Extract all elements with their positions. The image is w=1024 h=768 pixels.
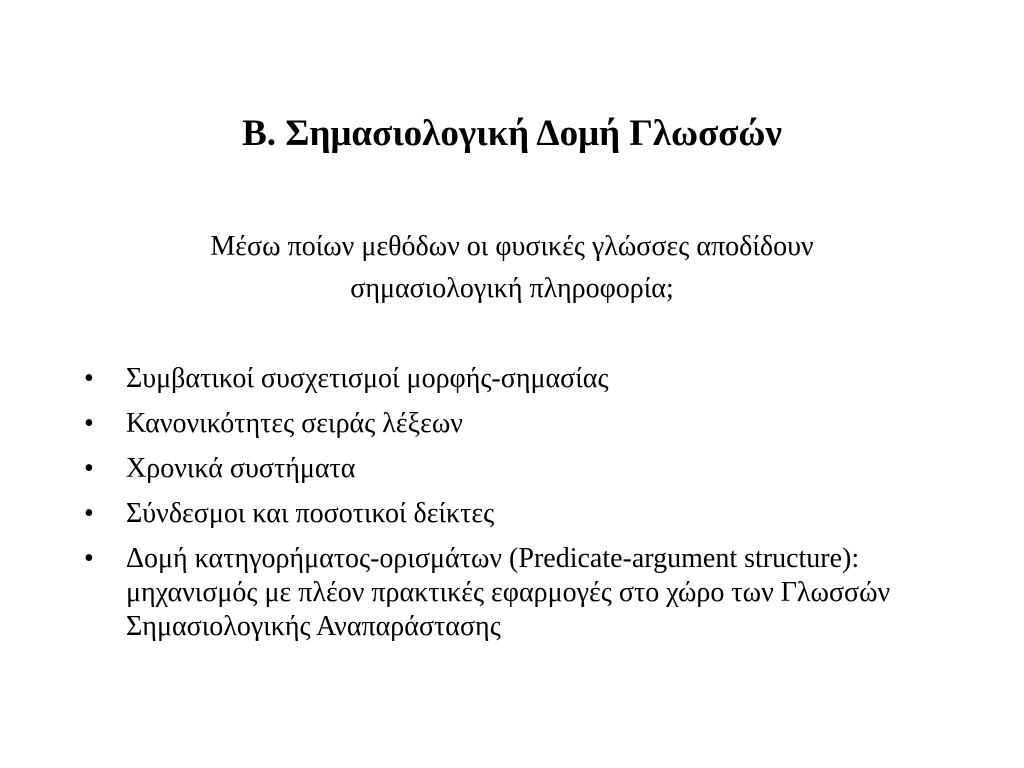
slide-title: Β. Σημασιολογική Δομή Γλωσσών xyxy=(242,113,782,154)
question-line-1: Μέσω ποίων μεθόδων οι φυσικές γλώσσες αποδίδουν xyxy=(210,231,814,262)
bullet-text: Κανονικότητες σειράς λέξεων xyxy=(126,408,463,439)
bullet-text: Συμβατικοί συσχετισμοί μορφής-σημασίας xyxy=(126,363,609,394)
bullet-icon: • xyxy=(84,453,94,484)
bullet-icon: • xyxy=(84,543,94,574)
bullet-item xyxy=(84,497,964,531)
bullet-item xyxy=(84,407,964,441)
bullet-text: Σύνδεσμοι και ποσοτικοί δείκτες xyxy=(126,498,495,529)
bullet-text: Δομή κατηγορήματος-ορισμάτων (Predicate-argument structure): μηχανισμός με πλέον πρακτικές εφαρμογές στο χώρο των Γλωσσών Σημασιολογικής Αναπαράστασης xyxy=(126,543,891,642)
slide-question xyxy=(80,226,944,310)
bullet-text: Χρονικά συστήματα xyxy=(126,453,356,484)
bullet-icon: • xyxy=(84,363,94,394)
bullet-item xyxy=(84,542,964,644)
question-line-2: σημασιολογική πληροφορία; xyxy=(350,273,674,304)
bullet-item xyxy=(84,362,964,396)
bullet-icon: • xyxy=(84,498,94,529)
bullet-list xyxy=(84,362,964,655)
bullet-item xyxy=(84,452,964,486)
bullet-icon: • xyxy=(84,408,94,439)
